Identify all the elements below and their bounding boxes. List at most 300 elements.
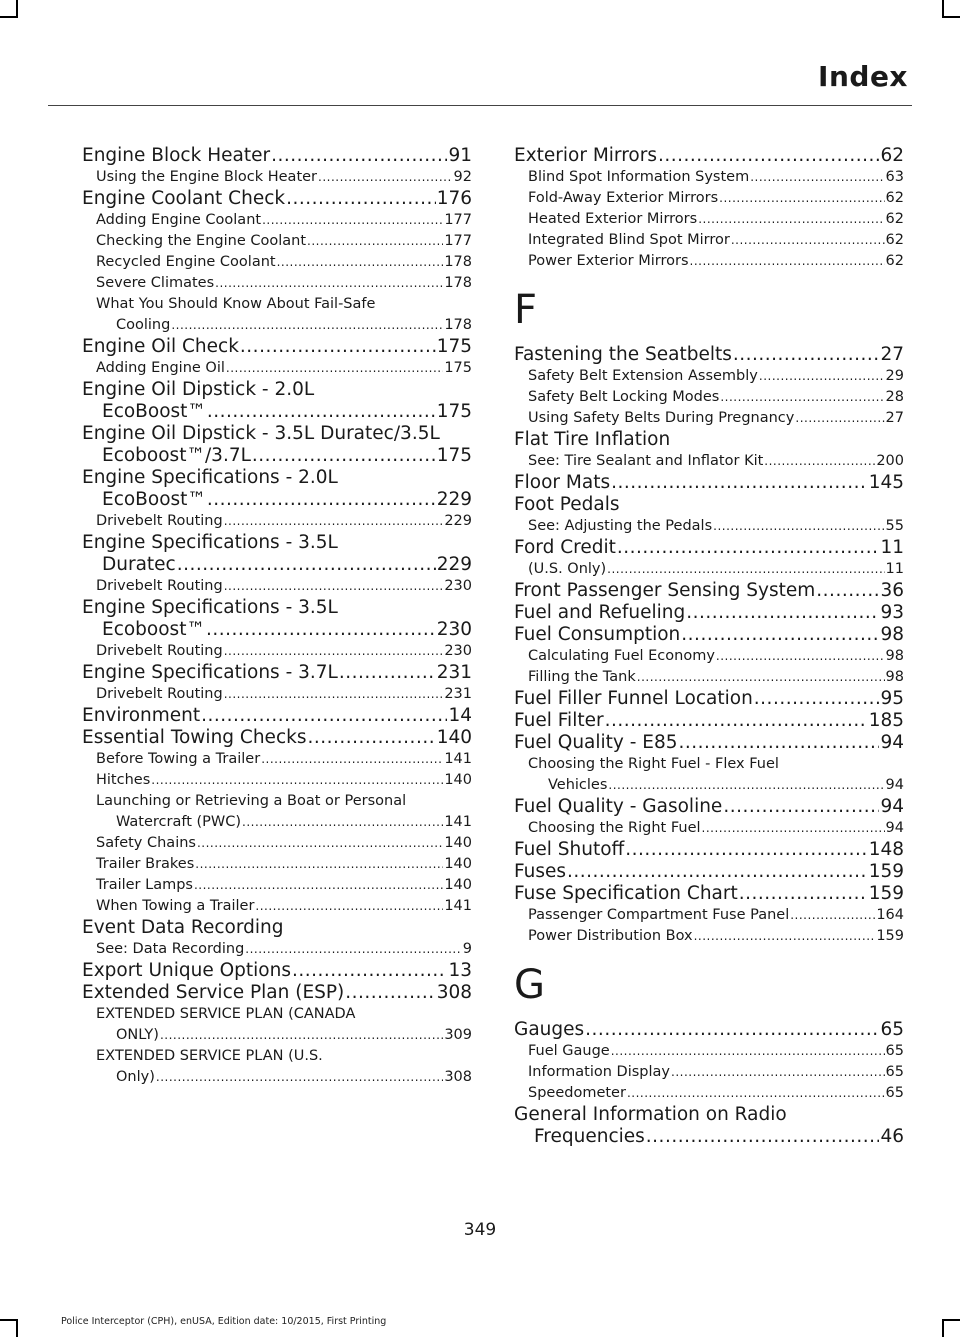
entry-title: Vehicles (548, 777, 608, 793)
dot-leader (646, 1126, 880, 1148)
entry-title: Fold-Away Exterior Mirrors (528, 190, 719, 206)
dot-leader (242, 812, 443, 833)
index-subentry[interactable] (514, 1041, 904, 1062)
page-ref[interactable]: 62 (885, 253, 904, 269)
page-ref[interactable]: 231 (436, 662, 472, 683)
entry-title: Fuel Filler Funnel Location (514, 688, 753, 709)
page-ref[interactable]: 62 (880, 145, 904, 166)
dot-leader (681, 624, 879, 646)
entry-title: Filling the Tank (528, 669, 636, 685)
entry-title: Checking the Engine Coolant (96, 233, 307, 249)
dot-leader (679, 732, 880, 754)
dot-leader (754, 688, 880, 710)
dot-leader (307, 231, 443, 252)
index-entry[interactable]: Engine Oil Dipstick - 3.5L Duratec/3.5L (82, 423, 440, 444)
crop-mark (942, 16, 960, 18)
page-ref[interactable]: 94 (885, 820, 904, 836)
page-ref[interactable]: 145 (868, 472, 904, 493)
dot-leader (567, 861, 868, 883)
index-entry[interactable] (82, 145, 472, 167)
entry-title: Fuel Quality - Gasoline (514, 796, 723, 817)
entry-title: Frequencies (534, 1126, 645, 1147)
index-subentry[interactable] (514, 188, 904, 209)
index-subentry[interactable] (82, 833, 472, 854)
page-ref[interactable]: 229 (436, 489, 472, 510)
page-ref[interactable]: 229 (444, 513, 472, 529)
entry-title: Information Display (528, 1064, 670, 1080)
entry-title: Exterior Mirrors (514, 145, 657, 166)
index-subentry[interactable] (514, 646, 904, 667)
index-subentry[interactable] (82, 749, 472, 770)
index-section-letter: F (514, 287, 538, 333)
dot-leader (625, 839, 867, 861)
index-subentry[interactable] (514, 905, 904, 926)
index-subentry[interactable] (514, 408, 904, 429)
page-ref[interactable]: 140 (436, 727, 472, 748)
index-entry[interactable]: Event Data Recording (82, 917, 284, 938)
dot-leader (686, 602, 879, 624)
dot-leader (197, 833, 443, 854)
index-entry[interactable] (82, 727, 472, 749)
entry-title: EcoBoost™ (102, 401, 206, 422)
dot-leader (739, 883, 868, 905)
dot-leader (215, 273, 443, 294)
entry-title: Safety Belt Locking Modes (528, 389, 720, 405)
entry-title: Drivebelt Routing (96, 686, 223, 702)
dot-leader (759, 366, 885, 387)
crop-mark (942, 1319, 944, 1337)
entry-title: Fastening the Seatbelts (514, 344, 732, 365)
entry-title: Severe Climates (96, 275, 215, 291)
page-ref[interactable]: 9 (462, 941, 472, 957)
index-entry[interactable] (514, 145, 904, 167)
page-ref[interactable]: 92 (453, 169, 472, 185)
index-subentry[interactable] (514, 366, 904, 387)
dot-leader (226, 358, 443, 379)
page-ref[interactable]: 63 (885, 169, 904, 185)
index-subentry[interactable]: EXTENDED SERVICE PLAN (U.S. (96, 1048, 323, 1064)
page-ref[interactable]: 159 (868, 861, 904, 882)
page-ref[interactable]: 141 (444, 814, 472, 830)
index-entry[interactable] (82, 489, 472, 511)
index-subentry[interactable] (82, 896, 472, 917)
entry-title: When Towing a Trailer (96, 898, 255, 914)
page-ref[interactable]: 65 (885, 1064, 904, 1080)
index-entry[interactable] (514, 1019, 904, 1041)
index-subentry[interactable] (514, 1062, 904, 1083)
index-entry[interactable]: Flat Tire Inflation (514, 429, 671, 450)
page-ref[interactable]: 94 (885, 777, 904, 793)
entry-title: Trailer Lamps (96, 877, 193, 893)
entry-title: Duratec (102, 554, 176, 575)
index-entry[interactable] (514, 472, 904, 494)
index-subentry[interactable] (82, 167, 472, 188)
index-entry[interactable]: Engine Oil Dipstick - 2.0L (82, 379, 315, 400)
entry-title: Ford Credit (514, 537, 616, 558)
entry-title: Adding Engine Coolant (96, 212, 262, 228)
dot-leader (694, 926, 876, 947)
entry-title: Integrated Blind Spot Mirror (528, 232, 730, 248)
page-number: 349 (463, 1220, 497, 1240)
index-entry[interactable] (514, 602, 904, 624)
index-subentry[interactable] (82, 210, 472, 231)
index-subentry[interactable] (82, 684, 472, 705)
index-subentry[interactable] (82, 770, 472, 791)
dot-leader (816, 580, 879, 602)
index-entry[interactable]: Engine Specifications - 2.0L (82, 467, 338, 488)
index-entry[interactable] (514, 710, 904, 732)
dot-leader (255, 896, 443, 917)
index-entry[interactable] (514, 796, 904, 818)
page-ref[interactable]: 46 (880, 1126, 904, 1147)
dot-leader (731, 230, 885, 251)
entry-title: Extended Service Plan (ESP) (82, 982, 345, 1003)
index-subentry[interactable] (82, 641, 472, 662)
index-entry[interactable]: Foot Pedals (514, 494, 620, 515)
index-entry[interactable] (82, 188, 472, 210)
crop-mark (0, 16, 18, 18)
index-subentry[interactable] (82, 854, 472, 875)
index-entry[interactable] (514, 1126, 904, 1148)
page-ref[interactable]: 159 (876, 928, 904, 944)
dot-leader (271, 145, 447, 167)
page-ref[interactable]: 62 (885, 211, 904, 227)
dot-leader (723, 796, 879, 818)
crop-mark (16, 1319, 18, 1337)
index-entry[interactable] (82, 554, 472, 576)
index-entry[interactable] (82, 445, 472, 467)
entry-title: Trailer Brakes (96, 856, 195, 872)
page-ref[interactable]: 140 (444, 772, 472, 788)
page-ref[interactable]: 231 (444, 686, 472, 702)
dot-leader (156, 1067, 443, 1088)
dot-leader (637, 667, 885, 688)
entry-title: Engine Specifications - 3.7L (82, 662, 338, 683)
page-ref[interactable]: 11 (880, 537, 904, 558)
entry-title: Adding Engine Oil (96, 360, 225, 376)
index-subentry[interactable] (514, 1083, 904, 1104)
dot-leader (716, 646, 885, 667)
page-ref[interactable]: 91 (448, 145, 472, 166)
dot-leader (224, 576, 444, 597)
index-entry[interactable] (82, 982, 472, 1004)
entry-title: Floor Mats (514, 472, 611, 493)
dot-leader (224, 641, 444, 662)
entry-title: Safety Belt Extension Assembly (528, 368, 758, 384)
index-subentry[interactable] (82, 315, 472, 336)
index-entry[interactable] (82, 662, 472, 684)
page-ref[interactable]: 175 (444, 360, 472, 376)
dot-leader (262, 210, 443, 231)
index-subentry[interactable] (514, 559, 904, 580)
entry-title: Power Exterior Mirrors (528, 253, 689, 269)
page-ref[interactable]: 14 (448, 705, 472, 726)
dot-leader (207, 489, 436, 511)
index-entry[interactable] (514, 839, 904, 861)
index-subentry[interactable] (514, 818, 904, 839)
dot-leader (307, 727, 435, 749)
dot-leader (292, 960, 447, 982)
page-ref[interactable]: 140 (444, 877, 472, 893)
entry-title: Fuel and Refueling (514, 602, 686, 623)
page-ref[interactable]: 95 (880, 688, 904, 709)
index-subentry[interactable] (514, 167, 904, 188)
index-entry[interactable] (82, 705, 472, 727)
entry-title: Fuel Filter (514, 710, 604, 731)
dot-leader (339, 662, 436, 684)
index-subentry[interactable] (82, 358, 472, 379)
entry-title: Power Distribution Box (528, 928, 693, 944)
dot-leader (671, 1062, 885, 1083)
dot-leader (345, 982, 435, 1004)
dot-leader (720, 387, 884, 408)
page-ref[interactable]: 98 (880, 624, 904, 645)
page-ref[interactable]: 98 (885, 669, 904, 685)
page-ref[interactable]: 98 (885, 648, 904, 664)
entry-title: Watercraft (PWC) (116, 814, 242, 830)
dot-leader (627, 1083, 885, 1104)
index-subentry[interactable] (82, 1025, 472, 1046)
dot-leader (224, 684, 444, 705)
entry-title: ONLY) (116, 1027, 159, 1043)
page-ref[interactable]: 178 (444, 317, 472, 333)
entry-title: Safety Chains (96, 835, 196, 851)
entry-title: Drivebelt Routing (96, 643, 223, 659)
page-ref[interactable]: 65 (885, 1043, 904, 1059)
dot-leader (790, 905, 875, 926)
page-ref[interactable]: 11 (885, 561, 904, 577)
page-ref[interactable]: 159 (868, 883, 904, 904)
entry-title: Engine Oil Check (82, 336, 239, 357)
page-ref[interactable]: 185 (868, 710, 904, 731)
index-subentry[interactable] (82, 231, 472, 252)
page-ref[interactable]: 93 (880, 602, 904, 623)
entry-title: Heated Exterior Mirrors (528, 211, 698, 227)
dot-leader (617, 537, 880, 559)
entry-title: Fuel Shutoff (514, 839, 625, 860)
entry-title: Drivebelt Routing (96, 513, 223, 529)
entry-title: Environment (82, 705, 201, 726)
page-ref[interactable]: 308 (436, 982, 472, 1003)
page-ref[interactable]: 148 (868, 839, 904, 860)
index-column-left (82, 145, 472, 1088)
index-subentry[interactable] (82, 812, 472, 833)
page-ref[interactable]: 62 (885, 232, 904, 248)
page-ref[interactable]: 164 (876, 907, 904, 923)
entry-title: (U.S. Only) (528, 561, 607, 577)
page-ref[interactable]: 175 (436, 401, 472, 422)
dot-leader (764, 451, 875, 472)
page-ref[interactable]: 13 (448, 960, 472, 981)
index-subentry[interactable] (514, 451, 904, 472)
crop-mark (942, 1319, 960, 1321)
dot-leader (245, 939, 461, 960)
dot-leader (713, 516, 884, 537)
page-ref[interactable]: 62 (885, 190, 904, 206)
entry-title: Front Passenger Sensing System (514, 580, 816, 601)
index-entry[interactable] (514, 624, 904, 646)
index-entry[interactable]: Engine Specifications - 3.5L (82, 597, 338, 618)
crop-mark (0, 1319, 18, 1321)
index-subentry[interactable]: Choosing the Right Fuel - Flex Fuel (528, 756, 779, 772)
index-subentry[interactable] (514, 775, 904, 796)
dot-leader (286, 188, 436, 210)
index-entry[interactable] (514, 883, 904, 905)
dot-leader (690, 251, 885, 272)
dot-leader (207, 401, 436, 423)
dot-leader (240, 336, 436, 358)
entry-title: See: Tire Sealant and Inflator Kit (528, 453, 764, 469)
page-ref[interactable]: 55 (885, 518, 904, 534)
index-section-letter: G (514, 962, 545, 1008)
page-ref[interactable]: 94 (880, 732, 904, 753)
page-ref[interactable]: 27 (885, 410, 904, 426)
page-title: Index (818, 60, 908, 93)
page-ref[interactable]: 309 (444, 1027, 472, 1043)
page-ref[interactable]: 28 (885, 389, 904, 405)
entry-title: Calculating Fuel Economy (528, 648, 715, 664)
page-ref[interactable]: 175 (436, 336, 472, 357)
dot-leader (608, 775, 884, 796)
index-subentry[interactable] (514, 387, 904, 408)
entry-title: Export Unique Options (82, 960, 291, 981)
entry-title: Gauges (514, 1019, 585, 1040)
index-subentry[interactable] (82, 511, 472, 532)
index-subentry[interactable] (514, 251, 904, 272)
page-ref[interactable]: 176 (436, 188, 472, 209)
dot-leader (261, 749, 443, 770)
dot-leader (607, 559, 884, 580)
entry-title: Essential Towing Checks (82, 727, 307, 748)
index-subentry[interactable]: Launching or Retrieving a Boat or Personal (96, 793, 407, 809)
index-entry[interactable] (514, 580, 904, 602)
page-ref[interactable]: 141 (444, 751, 472, 767)
page-ref[interactable]: 230 (444, 643, 472, 659)
entry-title: Ecoboost™/3.7L (102, 445, 251, 466)
index-entry[interactable] (514, 688, 904, 710)
index-subentry[interactable] (82, 875, 472, 896)
index-subentry[interactable] (514, 926, 904, 947)
dot-leader (151, 770, 443, 791)
page-ref[interactable]: 229 (436, 554, 472, 575)
entry-title: Engine Coolant Check (82, 188, 286, 209)
page-ref[interactable]: 65 (880, 1019, 904, 1040)
dot-leader (195, 854, 443, 875)
index-entry[interactable] (82, 619, 472, 641)
index-subentry[interactable] (82, 273, 472, 294)
index-subentry[interactable] (514, 516, 904, 537)
page-ref[interactable]: 175 (436, 445, 472, 466)
dot-leader (795, 408, 884, 429)
index-entry[interactable] (514, 344, 904, 366)
dot-leader (698, 209, 884, 230)
index-subentry[interactable] (82, 939, 472, 960)
dot-leader (611, 472, 868, 494)
page-ref[interactable]: 140 (444, 856, 472, 872)
dot-leader (719, 188, 884, 209)
page-ref[interactable]: 29 (885, 368, 904, 384)
index-subentry[interactable]: What You Should Know About Fail-Safe (96, 296, 376, 312)
index-entry[interactable] (514, 732, 904, 754)
entry-title: Using the Engine Block Heater (96, 169, 318, 185)
index-subentry[interactable] (514, 667, 904, 688)
entry-title: Cooling (116, 317, 171, 333)
index-subentry[interactable] (82, 576, 472, 597)
index-entry[interactable]: Engine Specifications - 3.5L (82, 532, 338, 553)
dot-leader (611, 1041, 885, 1062)
page-ref[interactable]: 177 (444, 233, 472, 249)
dot-leader (702, 818, 885, 839)
page-ref[interactable]: 308 (444, 1069, 472, 1085)
index-entry[interactable] (82, 401, 472, 423)
page-ref[interactable]: 230 (436, 619, 472, 640)
entry-title: Passenger Compartment Fuse Panel (528, 907, 790, 923)
dot-leader (160, 1025, 443, 1046)
dot-leader (224, 511, 444, 532)
page-ref[interactable]: 27 (880, 344, 904, 365)
entry-title: See: Data Recording (96, 941, 245, 957)
dot-leader (733, 344, 880, 366)
page-ref[interactable]: 200 (876, 453, 904, 469)
entry-title: Using Safety Belts During Pregnancy (528, 410, 795, 426)
entry-title: Speedometer (528, 1085, 626, 1101)
dot-leader (206, 619, 436, 641)
entry-title: Fuel Consumption (514, 624, 681, 645)
page-ref[interactable]: 178 (444, 275, 472, 291)
index-subentry[interactable] (514, 209, 904, 230)
entry-title: See: Adjusting the Pedals (528, 518, 713, 534)
dot-leader (318, 167, 453, 188)
dot-leader (201, 705, 447, 727)
index-entry[interactable] (514, 861, 904, 883)
entry-title: Drivebelt Routing (96, 578, 223, 594)
index-entry[interactable] (82, 336, 472, 358)
entry-title: Fuel Gauge (528, 1043, 610, 1059)
page-ref[interactable]: 36 (880, 580, 904, 601)
index-subentry[interactable] (514, 230, 904, 251)
entry-title: Blind Spot Information System (528, 169, 750, 185)
dot-leader (171, 315, 443, 336)
page-ref[interactable]: 65 (885, 1085, 904, 1101)
page-ref[interactable]: 140 (444, 835, 472, 851)
index-subentry[interactable] (82, 1067, 472, 1088)
page-ref[interactable]: 141 (444, 898, 472, 914)
entry-title: Fuel Quality - E85 (514, 732, 678, 753)
index-column-right (514, 145, 904, 1148)
page-ref[interactable]: 177 (444, 212, 472, 228)
entry-title: Fuses (514, 861, 567, 882)
dot-leader (177, 554, 436, 576)
index-entry[interactable] (82, 960, 472, 982)
dot-leader (194, 875, 443, 896)
page-ref[interactable]: 94 (880, 796, 904, 817)
index-subentry[interactable] (82, 252, 472, 273)
header-divider (48, 105, 912, 106)
entry-title: Fuse Specification Chart (514, 883, 738, 904)
entry-title: Choosing the Right Fuel (528, 820, 701, 836)
index-entry[interactable] (514, 537, 904, 559)
index-subentry[interactable]: EXTENDED SERVICE PLAN (CANADA (96, 1006, 356, 1022)
dot-leader (585, 1019, 879, 1041)
entry-title: Only) (116, 1069, 155, 1085)
dot-leader (750, 167, 884, 188)
entry-title: EcoBoost™ (102, 489, 206, 510)
page-ref[interactable]: 178 (444, 254, 472, 270)
dot-leader (658, 145, 879, 167)
entry-title: Before Towing a Trailer (96, 751, 261, 767)
page-ref[interactable]: 230 (444, 578, 472, 594)
index-entry[interactable]: General Information on Radio (514, 1104, 787, 1125)
